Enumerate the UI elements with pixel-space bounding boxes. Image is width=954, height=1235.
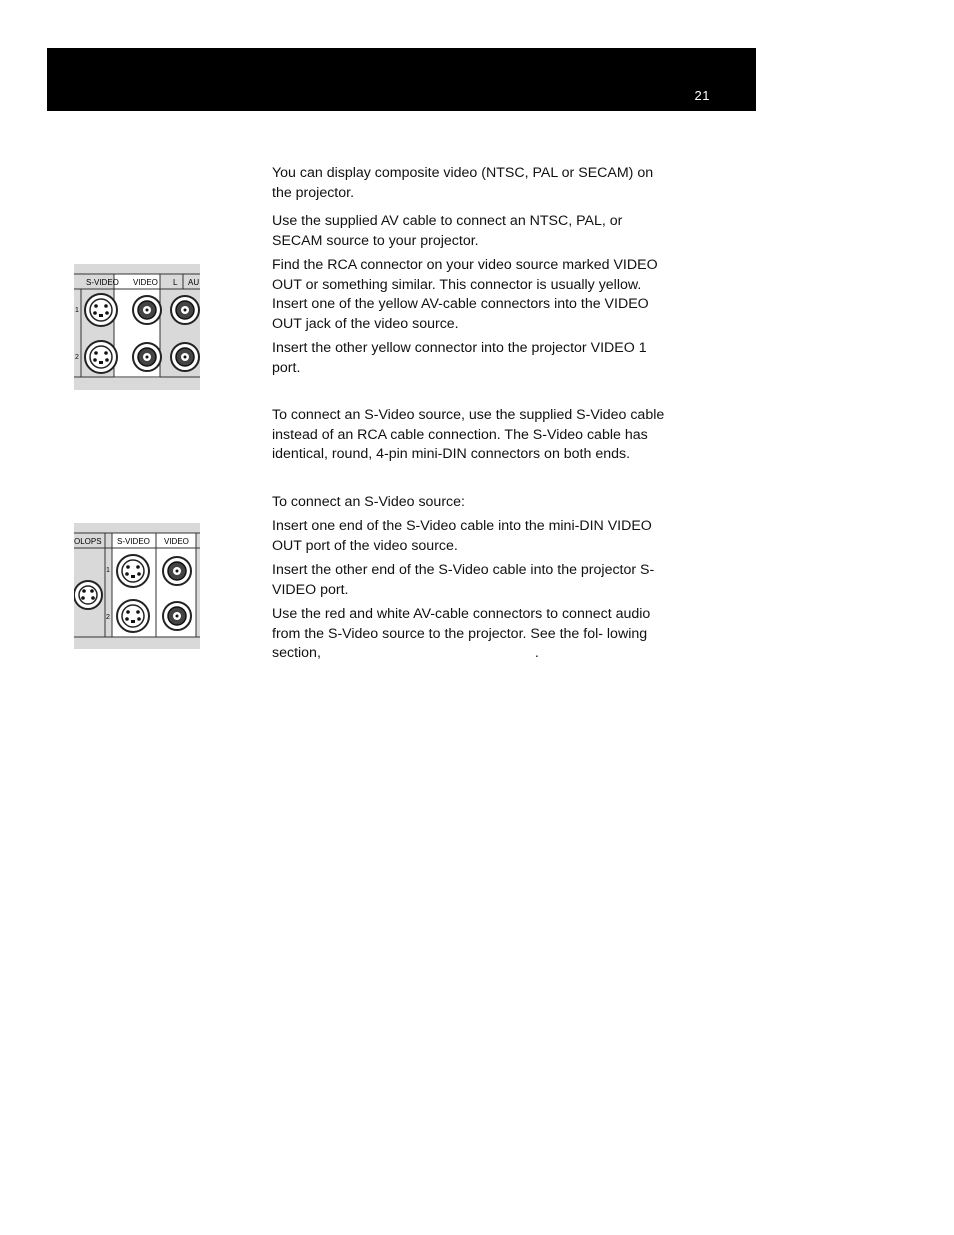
label-l: L <box>173 278 178 287</box>
connector-panel-illustration <box>74 264 200 390</box>
connector-panel-figure-2 <box>74 523 200 649</box>
svideo-step-2: Insert the other end of the S-Video cable into the projector S-VIDEO port. <box>272 562 655 598</box>
composite-step-2: Insert the other yellow connector into the projector VIDEO 1 port. <box>272 340 647 376</box>
connector-panel-figure-1 <box>74 264 200 390</box>
label-s-video: S-VIDEO <box>86 278 119 287</box>
partial-s-video-port-icon <box>74 581 102 609</box>
svideo-step-3 <box>272 605 674 664</box>
audio-l-port-2-icon <box>171 343 199 371</box>
svideo-step-3-end: . <box>534 645 539 662</box>
page-number: 21 <box>694 88 710 103</box>
label-video: VIDEO <box>164 537 189 546</box>
label-olops: OLOPS <box>74 537 102 546</box>
composite-use-cable: Use the supplied AV cable to connect an NTSC, PAL, or SECAM source to your projector. <box>272 213 623 249</box>
header-bar <box>47 48 756 111</box>
svideo-step-3-text: Use the red and white AV-cable connectors to connect audio from the S-Video source to the projector. See the fol- lowing section, <box>272 606 651 662</box>
label-video: VIDEO <box>133 278 158 287</box>
label-s-video: S-VIDEO <box>117 537 150 546</box>
row-label-1: 1 <box>106 567 110 574</box>
composite-intro: You can display composite video (NTSC, PAL or SECAM) on the projector. <box>272 165 654 201</box>
row-label-2: 2 <box>75 354 79 361</box>
audio-l-port-1-icon <box>171 296 199 324</box>
video-port-2-icon <box>133 343 161 371</box>
s-video-panel-illustration <box>74 523 200 649</box>
row-label-1: 1 <box>75 307 79 314</box>
label-audio: AU <box>188 278 200 287</box>
s-video-port-2-icon <box>85 341 117 373</box>
s-video-port-2-icon <box>117 600 149 632</box>
s-video-port-1-icon <box>85 294 117 326</box>
svideo-intro: To connect an S-Video source, use the supplied S-Video cable instead of an RCA cable connection. The S-Video cable has identical, round, 4-pin mini-DIN connectors on both ends. <box>272 407 665 463</box>
row-label-2: 2 <box>106 614 110 621</box>
composite-step-1: Find the RCA connector on your video source marked VIDEO OUT or something similar. This connector is usually yellow. Insert one of the yellow AV-cable connectors into the VIDEO OUT jack of the video source. <box>272 257 658 332</box>
video-port-1-icon <box>163 557 191 585</box>
video-port-2-icon <box>163 602 191 630</box>
s-video-port-1-icon <box>117 555 149 587</box>
svideo-lead: To connect an S-Video source: <box>272 494 465 510</box>
video-port-1-icon <box>133 296 161 324</box>
svideo-step-1: Insert one end of the S-Video cable into the mini-DIN VIDEO OUT port of the video source. <box>272 518 652 554</box>
